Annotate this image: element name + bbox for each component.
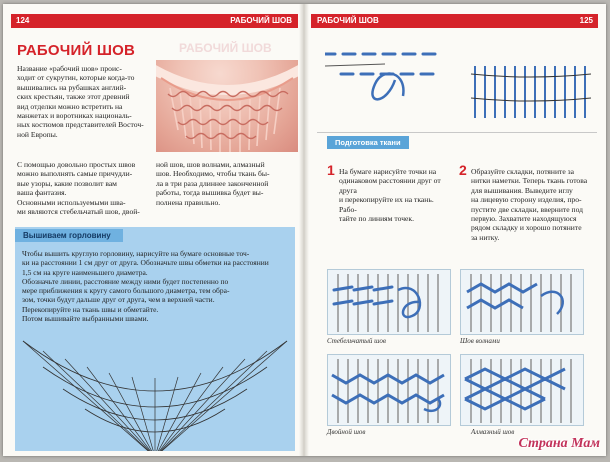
text-line: Чтобы вышить круглую горловину, нарисуйте на бумаге основные точ- — [22, 249, 250, 258]
left-page-header — [11, 14, 298, 28]
text-line: мере приближения к кругу самого большого диаметра, тем обра- — [22, 286, 230, 296]
stem-stitch-diagram — [327, 269, 451, 335]
right-page-number: 125 — [579, 16, 593, 25]
left-page-header-title: РАБОЧИЙ ШОВ — [230, 16, 292, 25]
text-line: ских крестьян, также этот древний — [17, 92, 130, 102]
text-line: Основными используемыми шва- — [17, 198, 126, 207]
text-line: манжетах и воротниках националь- — [17, 111, 132, 121]
text-line: вышивались на рубашках англий- — [17, 82, 127, 92]
smocked-collar-photo — [156, 60, 298, 152]
text-line: нитки наметки. Теперь ткань готова — [471, 176, 588, 186]
text-line: С помощью довольно простых швов — [17, 160, 136, 169]
paragraph-2-left — [17, 160, 152, 198]
double-stitch-diagram — [327, 354, 451, 426]
text-line: Обозначьте линии, расстояние между ними будет постепенно по — [22, 276, 229, 286]
neckline-diagram — [15, 227, 295, 451]
neckline-box-heading: Вышиваем горловину — [15, 229, 123, 242]
wave-stitch-diagram — [460, 269, 584, 335]
left-page-number: 124 — [16, 16, 30, 25]
text-line: зом, точки будут дальше друг от друга, чем в верхней части. — [22, 295, 215, 305]
text-line: рядом складку и хорошо потяните — [471, 223, 582, 233]
text-line: за нитку. — [471, 232, 500, 242]
paragraph-3-left — [17, 198, 152, 217]
diamond-stitch-diagram — [460, 354, 584, 426]
text-line: одинаковом расстоянии друг от друга — [339, 176, 441, 195]
text-line: на лицевую сторону изделия, про- — [471, 195, 582, 205]
thread-tacking-diagram — [325, 44, 595, 124]
right-page-header-title: РАБОЧИЙ ШОВ — [317, 16, 379, 25]
text-line: тайте по линиям точек. — [339, 214, 414, 224]
section-divider — [317, 132, 597, 133]
text-line: ной Европы. — [17, 129, 58, 139]
text-line: первую. Захватите находящуюся — [471, 214, 577, 224]
neckline-info-box — [15, 227, 295, 451]
intro-paragraph — [17, 64, 152, 139]
text-line: полнена правильно. — [156, 197, 221, 207]
text-line: вид отделки можно встретить на — [17, 101, 123, 111]
text-line: На бумаге нарисуйте точки на — [339, 167, 437, 176]
text-line: ки на расстоянии 1 см друг от друга. Обозначьте швы обметки на расстоянии — [22, 258, 269, 268]
right-page-header — [311, 14, 598, 28]
left-page — [3, 4, 302, 456]
text-line: можно выполнять самые причудли- — [17, 169, 133, 179]
chapter-title-ghost: РАБОЧИЙ ШОВ — [179, 41, 272, 55]
text-line: Перекопируйте на ткань швы и обметайте. — [22, 304, 159, 314]
text-line: вые узоры, какие позволит вам — [17, 178, 117, 188]
text-line: пустите две складки, вверните под — [471, 204, 584, 214]
paragraph-2-right — [156, 160, 294, 207]
text-line: ваша фантазия. — [17, 188, 67, 198]
text-line: ходит от сукрутин, которые когда-то — [17, 73, 135, 83]
text-line: ла в три раза длиннее законченной — [156, 178, 269, 188]
caption-double-stitch: Двойной шов — [327, 428, 366, 436]
caption-diamond-stitch: Алмазный шов — [471, 428, 515, 436]
text-line: для вышивания. Выведите иглу — [471, 185, 573, 195]
text-line: Потом вышивайте выбранными швами. — [22, 314, 149, 324]
text-line: ми являются стебельчатый шов, двой- — [17, 207, 140, 217]
watermark-logo: Страна Мам — [518, 436, 600, 451]
chapter-title: РАБОЧИЙ ШОВ — [17, 42, 136, 59]
text-line: ной шов, шов волнами, алмазный — [156, 160, 265, 169]
caption-wave-stitch: Шов волнами — [460, 337, 500, 345]
step-1-number: 1 — [327, 162, 335, 178]
text-line: Образуйте складки, потяните за — [471, 167, 574, 176]
book-spread — [3, 4, 606, 456]
text-line: ных костюмов представителей Восточ- — [17, 120, 144, 130]
step-1-text — [339, 167, 451, 223]
text-line: и перекопируйте их на ткань. Рабо- — [339, 195, 434, 214]
step-2-text — [471, 167, 589, 242]
caption-stem-stitch: Стебельчатый шов — [327, 337, 386, 345]
right-page — [307, 4, 606, 456]
section-heading: Подготовка ткани — [327, 136, 409, 149]
text-line: Название «рабочий шов» проис- — [17, 64, 122, 73]
step-2-number: 2 — [459, 162, 467, 178]
text-line: работы, тогда вышивка будет вы- — [156, 188, 264, 198]
text-line: шов. Необходимо, чтобы ткань бы- — [156, 169, 270, 179]
text-line: 1,5 см на круге наименьшего диаметра. — [22, 267, 148, 277]
